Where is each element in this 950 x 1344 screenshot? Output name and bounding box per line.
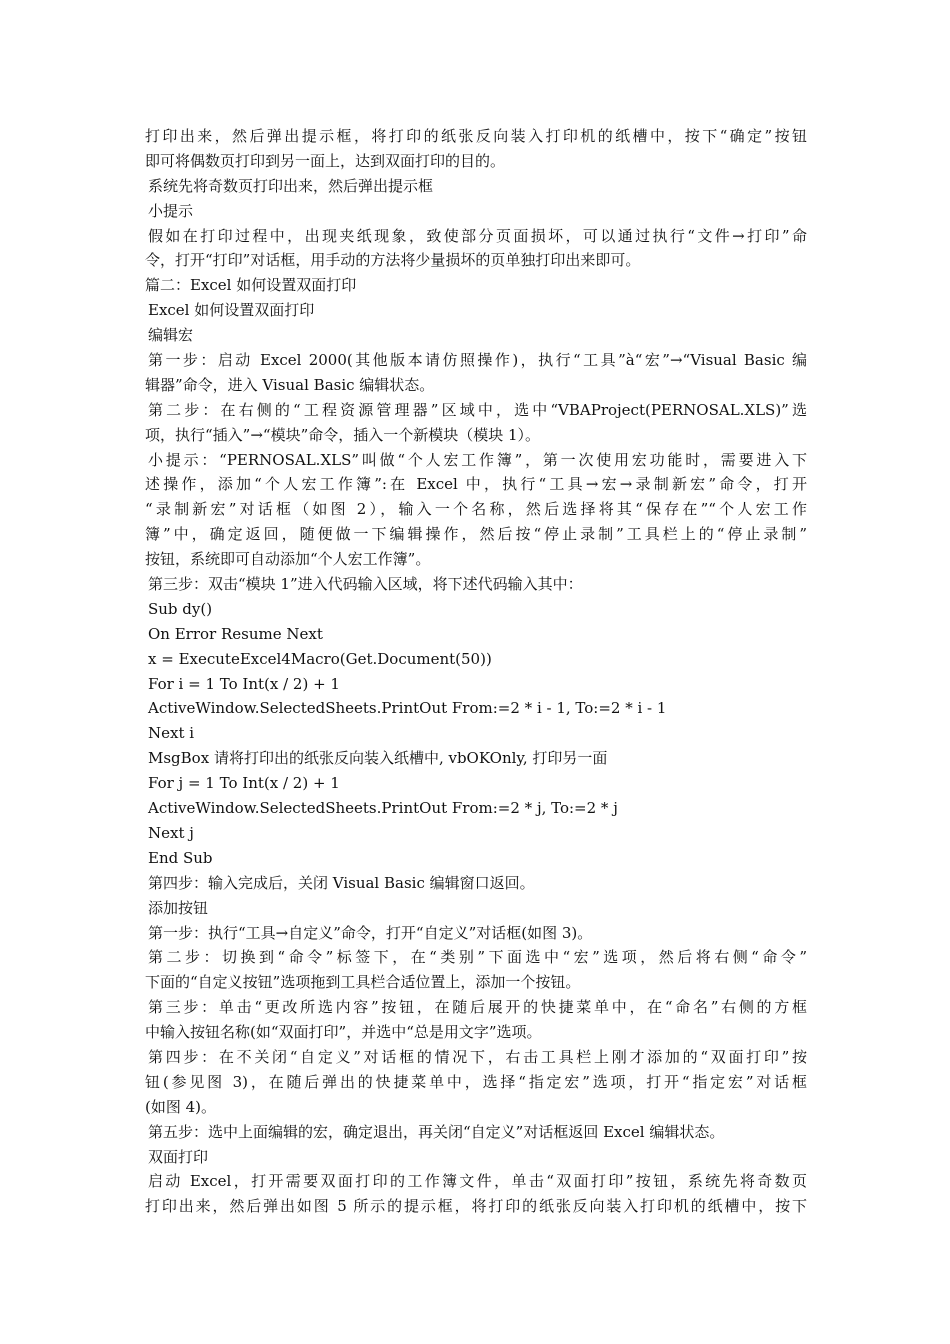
text-line: (如图 4)。	[145, 1097, 217, 1116]
text-line: x = ExecuteExcel4Macro(Get.Document(50))	[148, 649, 492, 668]
text-line: ActiveWindow.SelectedSheets.PrintOut From:=2 * i - 1, To:=2 * i - 1	[148, 699, 667, 718]
text-line: 小提示	[148, 201, 194, 220]
text-line: 第四步：输入完成后，关闭 Visual Basic 编辑窗口返回。	[148, 873, 535, 892]
text-line: 述操作，添加“个人宏工作簿”:在 Excel 中，执行“工具→宏→录制新宏”命令，打开	[145, 475, 807, 494]
text-line: 令，打开“打印”对话框，用手动的方法将少量损坏的页单独打印出来即可。	[145, 251, 641, 270]
text-line: Sub dy()	[148, 599, 213, 618]
text-line: 添加按钮	[148, 898, 209, 917]
text-line: Next i	[148, 724, 195, 743]
text-line: For j = 1 To Int(x / 2) + 1	[148, 774, 340, 793]
text-line: ActiveWindow.SelectedSheets.PrintOut From:=2 * j, To:=2 * j	[148, 799, 618, 818]
text-line: 第一步：启动 Excel 2000(其他版本请仿照操作)，执行“工具”à“宏”→“Visual Basic 编	[148, 351, 807, 370]
text-line: “录制新宏”对话框（如图 2），输入一个名称，然后选择将其“保存在”“个人宏工作	[145, 500, 807, 519]
text-line: 钮(参见图 3)，在随后弹出的快捷菜单中，选择“指定宏”选项，打开“指定宏”对话框	[145, 1072, 807, 1091]
text-line: 下面的“自定义按钮”选项拖到工具栏合适位置上，添加一个按钮。	[145, 973, 581, 992]
text-line: MsgBox 请将打印出的纸张反向装入纸槽中, vbOKOnly, 打印另一面	[148, 749, 608, 768]
text-line: 系统先将奇数页打印出来，然后弹出提示框	[148, 176, 434, 195]
text-line: 第三步：双击“模块 1”进入代码输入区域，将下述代码输入其中：	[148, 575, 583, 594]
text-line: 打印出来，然后弹出如图 5 所示的提示框，将打印的纸张反向装入打印机的纸槽中，按下	[145, 1197, 807, 1216]
text-line: 打印出来，然后弹出提示框，将打印的纸张反向装入打印机的纸槽中，按下“确定”按钮	[145, 127, 807, 145]
text-line: 第一步：执行“工具→自定义”命令，打开“自定义”对话框(如图 3)。	[148, 923, 593, 942]
text-line: 辑器”命令，进入 Visual Basic 编辑状态。	[145, 375, 435, 394]
text-line: 第三步：单击“更改所选内容”按钮，在随后展开的快捷菜单中，在“命名”右侧的方框	[148, 998, 807, 1017]
text-line: 假如在打印过程中，出现夹纸现象，致使部分页面损坏，可以通过执行“文件→打印”命	[148, 226, 807, 245]
text-line: 第二步：在右侧的“工程资源管理器”区域中，选中“VBAProject(PERNOSAL.XLS)”选	[148, 400, 807, 419]
text-line: 即可将偶数页打印到另一面上，达到双面打印的目的。	[145, 151, 506, 170]
text-line: 编辑宏	[148, 326, 194, 345]
document-body	[145, 124, 807, 1219]
text-line: 第二步：切换到“命令”标签下，在“类别”下面选中“宏”选项，然后将右侧“命令”	[148, 948, 807, 967]
text-line: 簿”中，确定返回，随便做一下编辑操作，然后按“停止录制”工具栏上的“停止录制”	[145, 525, 807, 544]
text-line: 第五步：选中上面编辑的宏，确定退出，再关闭“自定义”对话框返回 Excel 编辑状态。	[148, 1122, 725, 1141]
text-line: 项，执行“插入”→“模块”命令，插入一个新模块（模块 1）。	[145, 425, 541, 444]
text-line: 第四步：在不关闭“自定义”对话框的情况下，右击工具栏上刚才添加的“双面打印”按	[148, 1047, 807, 1066]
text-line: 中输入按钮名称(如“双面打印”，并选中“总是用文字”选项。	[145, 1023, 542, 1042]
text-line: 启动 Excel，打开需要双面打印的工作簿文件，单击“双面打印”按钮，系统先将奇数页	[148, 1172, 807, 1191]
text-line: 篇二：Excel 如何设置双面打印	[145, 276, 357, 295]
text-line: 按钮，系统即可自动添加“个人宏工作簿”。	[145, 550, 431, 569]
text-line: End Sub	[148, 848, 213, 867]
text-line: On Error Resume Next	[148, 624, 323, 643]
text-line: 小提示：“PERNOSAL.XLS”叫做“个人宏工作簿”，第一次使用宏功能时，需要进入下	[148, 450, 807, 469]
text-line: Next j	[148, 823, 194, 842]
text-line: Excel 如何设置双面打印	[148, 301, 315, 320]
text-line: For i = 1 To Int(x / 2) + 1	[148, 674, 340, 693]
text-line: 双面打印	[148, 1147, 209, 1166]
